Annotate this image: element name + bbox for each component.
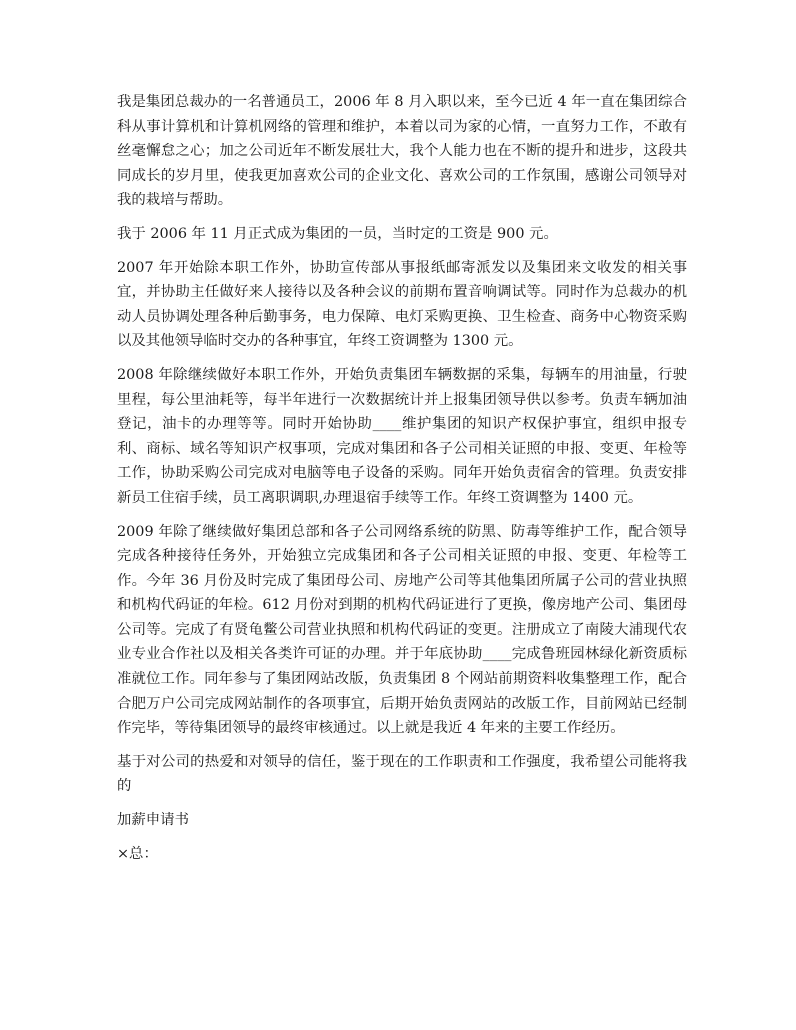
paragraph-intro: 我是集团总裁办的一名普通员工，2006 年 8 月入职以来，至今已近 4 年一直在集团综合科从事计算机和计算机网络的管理和维护，本着以司为家的心情，一直努力工作，不敢有丝毫懈怠之心；加之公司近年不断发展壮大，我个人能力也在不断的提升和进步，这段共同成长的岁月里，使我更加喜欢公司的企业文化、喜欢公司的工作氛围，感谢公司领导对我的栽培与帮助。 (117, 94, 687, 209)
salutation: ×总： (117, 845, 158, 862)
paragraph-request: 基于对公司的热爱和对领导的信任，鉴于现在的工作职责和工作强度，我希望公司能将我的 (117, 753, 687, 795)
paragraph-2007: 2007 年开始除本职工作外，协助宣传部从事报纸邮寄派发以及集团来文收发的相关事宜，并协助主任做好来人接待以及各种会议的前期布置音响调试等。同时作为总裁办的机动人员协调处理各种后勤事务，电力保障、电灯采购更换、卫生检查、商务中心物资采购以及其他领导临时交办的各种事宜，年终工资调整为 1300 元。 (117, 259, 687, 350)
document-body (117, 90, 687, 875)
paragraph-2008: 2008 年除继续做好本职工作外，开始负责集团车辆数据的采集，每辆车的用油量，行驶里程，每公里油耗等，每半年进行一次数据统计并上报集团领导供以参考。负责车辆加油登记，油卡的办理等等。同时开始协助____维护集团的知识产权保护事宜，组织申报专利、商标、域名等知识产权事项，完成对集团和各子公司相关证照的申报、变更、年检等工作，协助采购公司完成对电脑等电子设备的采购。同年开始负责宿舍的管理。负责安排新员工住宿手续，员工离职调职,办理退宿手续等工作。年终工资调整为 1400 元。 (117, 366, 687, 506)
document-heading: 加薪申请书 (117, 812, 189, 829)
paragraph-2009: 2009 年除了继续做好集团总部和各子公司网络系统的防黑、防毒等维护工作，配合领导完成各种接待任务外，开始独立完成集团和各子公司相关证照的申报、变更、年检等工作。今年 36 月份及时完成了集团母公司、房地产公司等其他集团所属子公司的营业执照和机构代码证的年检。612 月份对到期的机构代码证进行了更换，像房地产公司、集团母公司等。完成了有贤龟鳖公司营业执照和机构代码证的变更。注册成立了南陵大浦现代农业专业合作社以及相关各类许可证的办理。并于年底协助____完成鲁班园林绿化新资质标准就位工作。同年参与了集团网站改版，负责集团 8 个网站前期资料收集整理工作，配合合肥万户公司完成网站制作的各项事宜，后期开始负责网站的改版工作，目前网站已经制作完毕，等待集团领导的最终审核通过。以上就是我近 4 年来的主要工作经历。 (117, 523, 687, 737)
paragraph-2006: 我于 2006 年 11 月正式成为集团的一员，当时定的工资是 900 元。 (117, 225, 558, 242)
